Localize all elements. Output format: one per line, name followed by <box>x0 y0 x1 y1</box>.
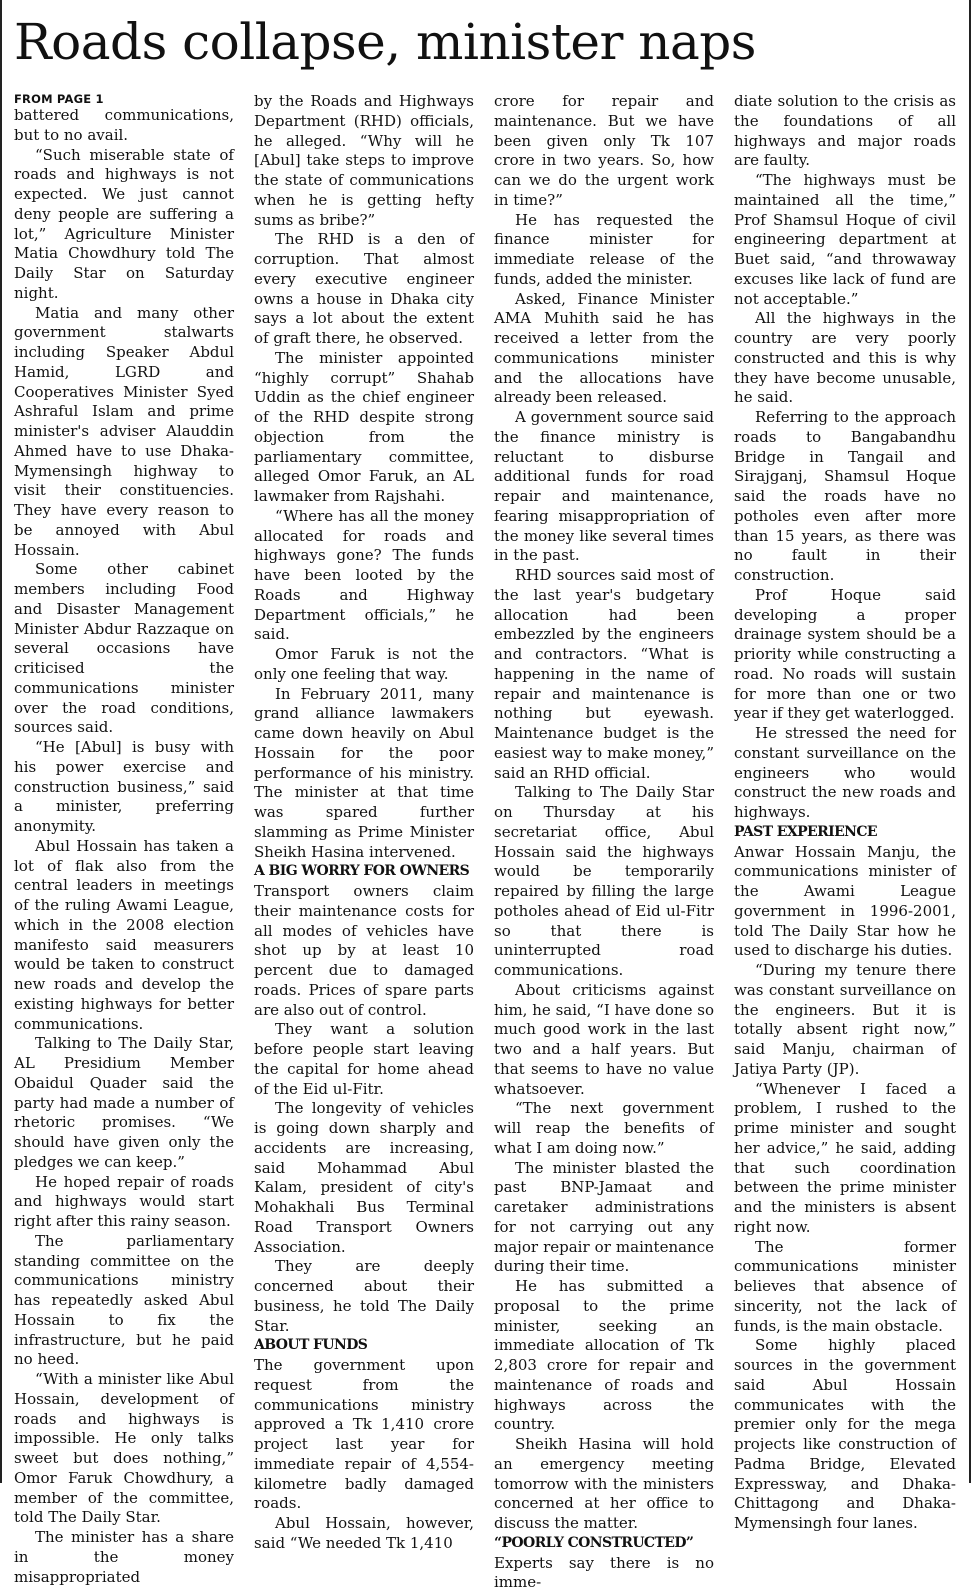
article-paragraph: Matia and many other government stalwarts including Speaker Abdul Hamid, LGRD and Cooperatives Minister Syed Ashraful Islam and prime minister's adviser Alauddin Ahmed have to use Dhaka-Mymensingh highway to visit their constituencies. They have every reason to be annoyed with Abul Hossain. <box>14 304 234 561</box>
article-paragraph: The government upon request from the communications ministry approved a Tk 1,410 crore project last year for immediate repair of 4,554-kilometre badly damaged roads. <box>254 1356 474 1514</box>
article-paragraph: battered communications, but to no avail. <box>14 106 234 146</box>
article-paragraph: All the highways in the country are very poorly constructed and this is why they have become unusable, he said. <box>734 309 956 408</box>
article-paragraph: Prof Hoque said developing a proper drainage system should be a priority while constructing a road. No roads will sustain for more than one or two year if they get waterlogged. <box>734 586 956 724</box>
article-column <box>734 92 956 1593</box>
headline: Roads collapse, minister naps <box>14 10 756 74</box>
article-paragraph: “Where has all the money allocated for roads and highways gone? The funds have been looted by the Roads and Highway Department officials,” he said. <box>254 507 474 645</box>
article-paragraph: Sheikh Hasina will hold an emergency meeting tomorrow with the ministers concerned at her office to discuss the matter. <box>494 1435 714 1534</box>
article-paragraph: The parliamentary standing committee on the communications ministry has repeatedly asked Abul Hossain to fix the infrastructure, but he paid no heed. <box>14 1232 234 1370</box>
article-paragraph: Talking to The Daily Star, AL Presidium Member Obaidul Quader said the party had made a number of rhetoric promises. “We should have given only the pledges we can keep.” <box>14 1034 234 1172</box>
article-paragraph: Asked, Finance Minister AMA Muhith said he has received a letter from the communications minister and the allocations have already been released. <box>494 290 714 409</box>
section-subhead: A BIG WORRY FOR OWNERS <box>254 862 474 882</box>
kicker-from-page-1: FROM PAGE 1 <box>14 92 234 106</box>
article-paragraph: The minister appointed “highly corrupt” Shahab Uddin as the chief engineer of the RHD despite strong objection from the parliamentary committee, alleged Omor Faruk, an AL lawmaker from Rajshahi. <box>254 349 474 507</box>
article-paragraph: In February 2011, many grand alliance lawmakers came down heavily on Abul Hossain for the poor performance of his ministry. The minister at that time was spared further slamming as Prime Minister Sheikh Hasina intervened. <box>254 685 474 863</box>
article-paragraph: Talking to The Daily Star on Thursday at his secretariat office, Abul Hossain said the highways would be temporarily repaired by filling the large potholes ahead of Eid ul-Fitr so that there is uninterrupted road communications. <box>494 783 714 981</box>
article-paragraph: Anwar Hossain Manju, the communications minister of the Awami League government in 1996-2001, told The Daily Star how he used to discharge his duties. <box>734 843 956 962</box>
article-paragraph: They are deeply concerned about their business, he told The Daily Star. <box>254 1257 474 1336</box>
article-paragraph: Omor Faruk is not the only one feeling that way. <box>254 645 474 685</box>
article-paragraph: “He [Abul] is busy with his power exercise and construction business,” said a minister, preferring anonymity. <box>14 738 234 837</box>
article-paragraph: “The next government will reap the benefits of what I am doing now.” <box>494 1099 714 1158</box>
article-paragraph: Abul Hossain has taken a lot of flak also from the central leaders in meetings of the ruling Awami League, which in the 2008 election manifesto said measurers would be taken to construct new roads and develop the existing highways for better communications. <box>14 837 234 1035</box>
article-paragraph: “The highways must be maintained all the time,” Prof Shamsul Hoque of civil engineering department at Buet said, “and throwaway excuses like lack of fund are not acceptable.” <box>734 171 956 309</box>
article-paragraph: They want a solution before people start leaving the capital for home ahead of the Eid ul-Fitr. <box>254 1020 474 1099</box>
article-column <box>14 92 234 1593</box>
article-paragraph: He has submitted a proposal to the prime minister, seeking an immediate allocation of Tk 2,803 crore for repair and maintenance of roads and highways across the country. <box>494 1277 714 1435</box>
article-paragraph: “Such miserable state of roads and highways is not expected. We just cannot deny people are suffering a lot,” Agriculture Minister Matia Chowdhury told The Daily Star on Saturday night. <box>14 146 234 304</box>
article-paragraph: crore for repair and maintenance. But we have been given only Tk 107 crore in two years. So, how can we do the urgent work in time?” <box>494 92 714 211</box>
article-paragraph: The RHD is a den of corruption. That almost every executive engineer owns a house in Dhaka city says a lot about the extent of graft there, he observed. <box>254 230 474 349</box>
article-paragraph: The former communications minister believes that absence of sincerity, not the lack of funds, is the main obstacle. <box>734 1238 956 1337</box>
article-paragraph: The minister has a share in the money misappropriated <box>14 1528 234 1587</box>
section-subhead: ABOUT FUNDS <box>254 1336 474 1356</box>
article-paragraph: Experts say there is no imme- <box>494 1554 714 1593</box>
article-paragraph: “With a minister like Abul Hossain, development of roads and highways is impossible. He only talks sweet but does nothing,” Omor Faruk Chowdhury, a member of the committee, told The Daily Star. <box>14 1370 234 1528</box>
article-paragraph: “Whenever I faced a problem, I rushed to the prime minister and sought her advice,” he said, adding that such coordination between the prime minister and the ministers is absent right now. <box>734 1080 956 1238</box>
article-paragraph: He has requested the finance minister for immediate release of the funds, added the minister. <box>494 211 714 290</box>
article-paragraph: by the Roads and Highways Department (RHD) officials, he alleged. “Why will he [Abul] take steps to improve the state of communications when he is getting hefty sums as bribe?” <box>254 92 474 230</box>
article-paragraph: “During my tenure there was constant surveillance on the engineers. But it is totally absent right now,” said Manju, chairman of Jatiya Party (JP). <box>734 961 956 1080</box>
article-paragraph: Some highly placed sources in the government said Abul Hossain communicates with the premier only for the mega projects like construction of Padma Bridge, Elevated Expressway, and Dhaka-Chittagong and Dhaka-Mymensingh four lanes. <box>734 1336 956 1534</box>
article-paragraph: The minister blasted the past BNP-Jamaat and caretaker administrations for not carrying out any major repair or maintenance during their time. <box>494 1159 714 1278</box>
article-paragraph: A government source said the finance ministry is reluctant to disburse additional funds for road repair and maintenance, fearing misappropriation of the money like several times in the past. <box>494 408 714 566</box>
section-subhead: PAST EXPERIENCE <box>734 823 956 843</box>
article-paragraph: He stressed the need for constant surveillance on the engineers who would construct the new roads and highways. <box>734 724 956 823</box>
article-paragraph: diate solution to the crisis as the foundations of all highways and major roads are faulty. <box>734 92 956 171</box>
section-subhead: “POORLY CONSTRUCTED” <box>494 1534 714 1554</box>
article-paragraph: Transport owners claim their maintenance costs for all modes of vehicles have shot up by at least 10 percent due to damaged roads. Prices of spare parts are also out of control. <box>254 882 474 1020</box>
article-paragraph: Some other cabinet members including Food and Disaster Management Minister Abdur Razzaque on several occasions have criticised the communications minister over the road conditions, sources said. <box>14 560 234 738</box>
article-paragraph: Referring to the approach roads to Bangabandhu Bridge in Tangail and Sirajganj, Shamsul Hoque said the roads have no potholes even after more than 15 years, as there was no fault in their construction. <box>734 408 956 586</box>
article-paragraph: The longevity of vehicles is going down sharply and accidents are increasing, said Mohammad Abul Kalam, president of city's Mohakhali Bus Terminal Road Transport Owners Association. <box>254 1099 474 1257</box>
article-paragraph: He hoped repair of roads and highways would start right after this rainy season. <box>14 1173 234 1232</box>
article-column <box>494 92 714 1593</box>
article-paragraph: About criticisms against him, he said, “I have done so much good work in the last two and a half years. But that seems to have no value whatsoever. <box>494 981 714 1100</box>
article-columns <box>14 92 961 1483</box>
article-paragraph: RHD sources said most of the last year's budgetary allocation had been embezzled by the engineers and contractors. “What is happening in the name of repair and maintenance is nothing but eyewash. Maintenance budget is the easiest way to make money,” said an RHD official. <box>494 566 714 783</box>
article-column <box>254 92 474 1593</box>
article-paragraph: Abul Hossain, however, said “We needed Tk 1,410 <box>254 1514 474 1554</box>
